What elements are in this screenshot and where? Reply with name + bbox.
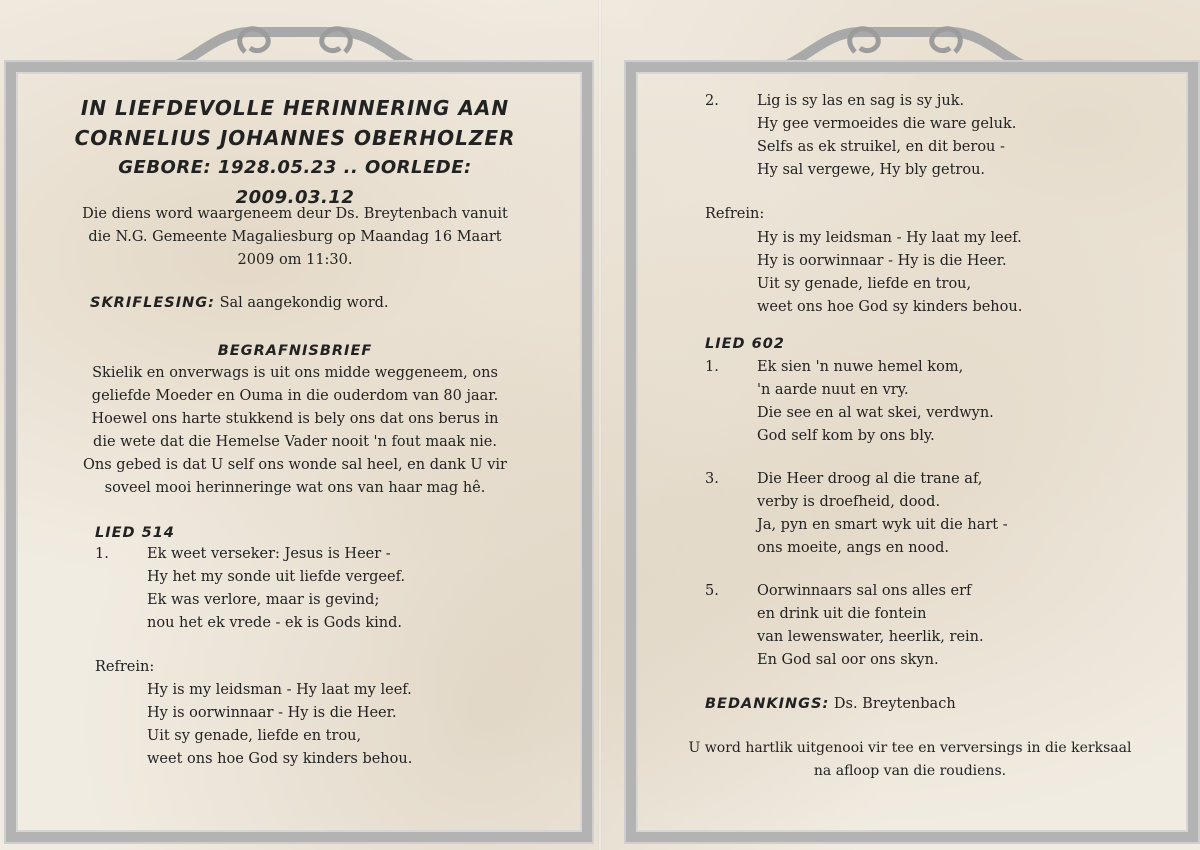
begrafnisbrief-text: Skielik en onverwags is uit ons midde weggeneem, ons geliefde Moeder en Ouma in die ouderdom van 80 jaar. Hoewel ons harte stukkend is bely ons dat ons berus in die wete dat die Hemelse Vader nooit 'n fout maak nie. Ons gebed is dat U self ons wonde sal heel, en dank U vir soveel mooi herinneringe wat ons van haar mag hê. [83,365,507,496]
verse-line: Die see en al wat skei, verdwyn. [757,405,994,421]
verse-number: 2. [705,93,719,109]
lied-602-verse-5 [705,580,1125,672]
lied-602-heading: LIED 602 [705,336,785,352]
verse-number: 3. [705,471,719,487]
verse-number: 5. [705,583,719,599]
refrein-label-right: Refrein: [705,206,765,222]
verse-2 [705,90,1125,182]
lied-602-verse-1 [705,356,1125,448]
skriflesing [90,292,530,315]
refrein-right [705,227,1125,319]
verse-line: ons moeite, angs en nood. [757,540,949,556]
refrein-line: Uit sy genade, liefde en trou, [757,276,972,292]
verse-line: nou het ek vrede - ek is Gods kind. [147,615,402,631]
verse-line: Selfs as ek struikel, en dit berou - [757,139,1005,155]
verse-line: Die Heer droog al die trane af, [757,471,983,487]
verse-line: en drink uit die fontein [757,606,927,622]
lied-602-verse-3 [705,468,1125,560]
title-block [60,93,530,213]
lied-514-refrein [95,679,525,771]
bedankings-text: Ds. Breytenbach [833,696,956,712]
refrein-line: Hy is my leidsman - Hy laat my leef. [147,682,412,698]
verse-line: verby is droefheid, dood. [757,494,941,510]
verse-line: Ek was verlore, maar is gevind; [147,592,380,608]
refrein-line: Uit sy genade, liefde en trou, [147,728,362,744]
title-line-2: CORNELIUS JOHANNES OBERHOLZER [74,126,516,150]
verse-line: En God sal oor ons skyn. [757,652,939,668]
bedankings [705,693,1145,716]
verse-line: Ja, pyn en smart wyk uit die hart - [757,517,1008,533]
verse-line: Ek weet verseker: Jesus is Heer - [147,546,391,562]
verse-line: van lewenswater, heerlik, rein. [757,629,984,645]
refrein-line: Hy is oorwinnaar - Hy is die Heer. [757,253,1007,269]
verse-number: 1. [705,359,719,375]
dates-line: GEBORE: 1928.05.23 .. OORLEDE: 2009.03.12 [118,157,472,208]
page-fold [598,0,602,850]
refrein-line: weet ons hoe God sy kinders behou. [757,299,1023,315]
refrein-line: Hy is my leidsman - Hy laat my leef. [757,230,1022,246]
verse-line: Oorwinnaars sal ons alles erf [757,583,972,599]
verse-number: 1. [95,546,109,562]
closing-line-2: na afloop van die roudiens. [813,763,1007,779]
verse-line: Lig is sy las en sag is sy juk. [757,93,965,109]
verse-line: Hy gee vermoeides die ware geluk. [757,116,1017,132]
verse-line: 'n aarde nuut en vry. [757,382,909,398]
refrein-label: Refrein: [95,659,155,675]
verse-line: Ek sien 'n nuwe hemel kom, [757,359,964,375]
lied-514-verse-1 [95,543,525,635]
begrafnisbrief-heading: BEGRAFNISBRIEF [217,343,373,359]
skriflesing-label: SKRIFLESING: [90,295,215,311]
verse-line: God self kom by ons bly. [757,428,935,444]
verse-line: Hy het my sonde uit liefde vergeef. [147,569,406,585]
bedankings-label: BEDANKINGS: [705,696,830,712]
closing-invitation [660,737,1160,783]
verse-line: Hy sal vergewe, Hy bly getrou. [757,162,986,178]
title-line-1: IN LIEFDEVOLLE HERINNERING AAN [80,96,510,120]
service-info: Die diens word waargeneem deur Ds. Breytenbach vanuit die N.G. Gemeente Magaliesburg op Maandag 16 Maart 2009 om 11:30. [82,206,508,268]
refrein-line: weet ons hoe God sy kinders behou. [147,751,413,767]
refrein-line: Hy is oorwinnaar - Hy is die Heer. [147,705,397,721]
skriflesing-text: Sal aangekondig word. [219,295,389,311]
closing-line-1: U word hartlik uitgenooi vir tee en verversings in die kerksaal [688,740,1132,756]
lied-514-heading: LIED 514 [95,525,175,541]
